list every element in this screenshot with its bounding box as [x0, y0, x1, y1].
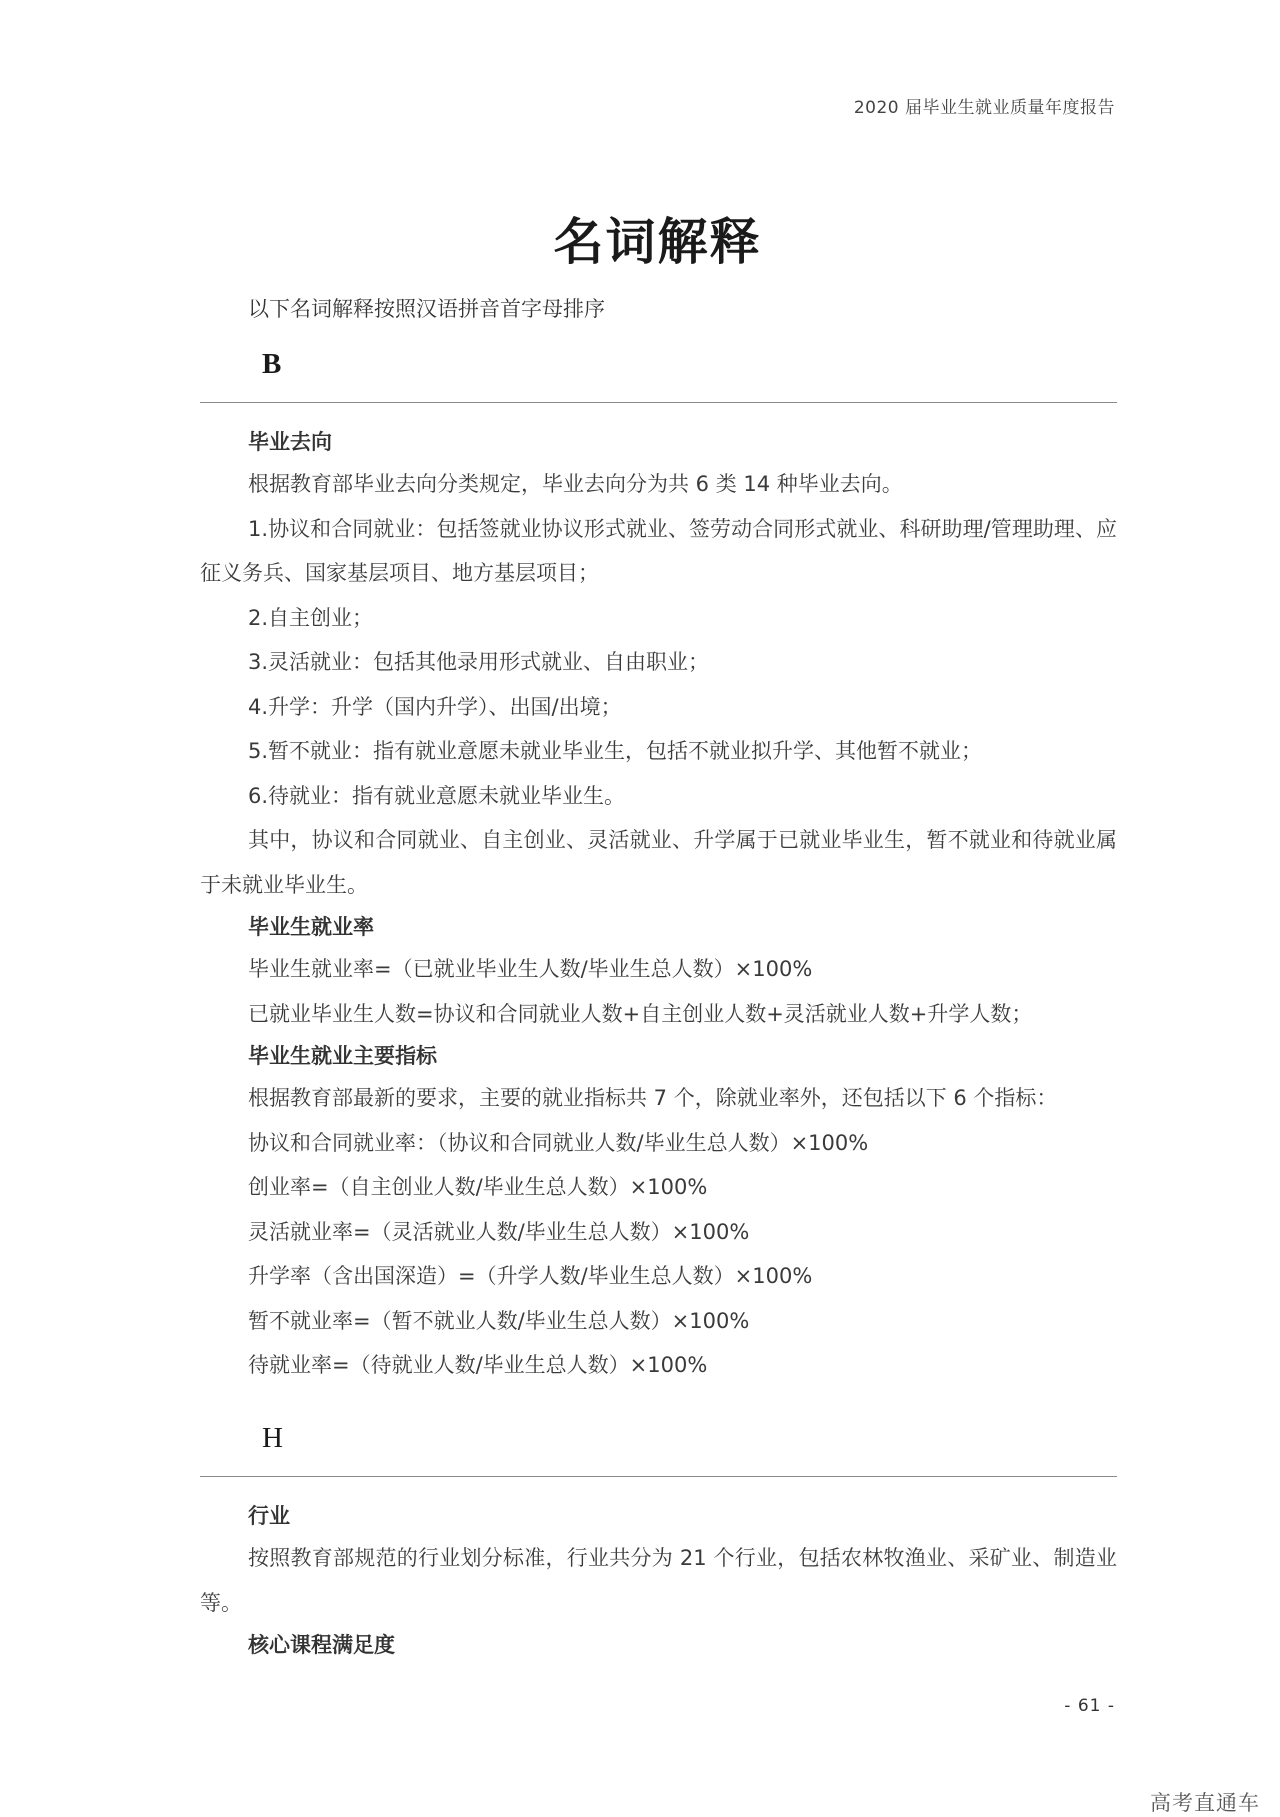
- destination-item-4: 4.升学：升学（国内升学）、出国/出境；: [248, 694, 622, 719]
- section-b-content: [200, 422, 1117, 1388]
- section-b-divider: [200, 402, 1117, 403]
- indicator-formula: 暂不就业率=（暂不就业人数/毕业生总人数）×100%: [248, 1308, 750, 1333]
- graduation-destination-intro: 根据教育部毕业去向分类规定，毕业去向分为共 6 类 14 种毕业去向。: [248, 472, 903, 496]
- destination-item-5: 5.暂不就业：指有就业意愿未就业毕业生，包括不就业拟升学、其他暂不就业；: [248, 739, 983, 763]
- destination-item-3: 3.灵活就业：包括其他录用形式就业、自由职业；: [248, 650, 710, 674]
- section-h-divider: [200, 1476, 1117, 1477]
- indicator-formula: 创业率=（自主创业人数/毕业生总人数）×100%: [248, 1175, 708, 1199]
- destination-item-1: 1.协议和合同就业：包括签就业协议形式就业、签劳动合同形式就业、科研助理/管理助理、应征义务兵、国家基层项目、地方基层项目；: [200, 516, 1117, 585]
- destination-item-6: 6.待就业：指有就业意愿未就业毕业生。: [248, 783, 626, 808]
- industry-definition: 按照教育部规范的行业划分标准，行业共分为 21 个行业，包括农林牧渔业、采矿业、制造业等。: [200, 1546, 1117, 1615]
- term-employment-rate: 毕业生就业率: [248, 915, 374, 939]
- graduation-destination-summary: 其中，协议和合同就业、自主创业、灵活就业、升学属于已就业毕业生，暂不就业和待就业属于未就业毕业生。: [200, 828, 1117, 897]
- indicator-formula: 协议和合同就业率：（协议和合同就业人数/毕业生总人数）×100%: [248, 1130, 869, 1155]
- section-h-content: [200, 1496, 1117, 1665]
- term-core-course-satisfaction: 核心课程满足度: [248, 1633, 395, 1657]
- indicator-formula: 待就业率=（待就业人数/毕业生总人数）×100%: [248, 1353, 708, 1377]
- page-title: 名词解释: [553, 212, 762, 271]
- watermark: 高考直通车: [1150, 1791, 1260, 1815]
- employed-count-formula: 已就业毕业生人数=协议和合同就业人数+自主创业人数+灵活就业人数+升学人数；: [248, 1001, 1033, 1026]
- term-main-indicators: 毕业生就业主要指标: [248, 1044, 437, 1068]
- page-number: - 61 -: [1064, 1696, 1115, 1716]
- section-letter-b: B: [262, 348, 282, 380]
- indicator-formula: 升学率（含出国深造）=（升学人数/毕业生总人数）×100%: [248, 1264, 813, 1288]
- section-letter-h: H: [262, 1422, 283, 1454]
- employment-rate-formula: 毕业生就业率=（已就业毕业生人数/毕业生总人数）×100%: [248, 957, 813, 981]
- destination-item-2: 2.自主创业；: [248, 605, 374, 630]
- term-industry: 行业: [248, 1504, 290, 1528]
- main-indicators-intro: 根据教育部最新的要求，主要的就业指标共 7 个，除就业率外，还包括以下 6 个指标：: [248, 1086, 1058, 1110]
- indicator-formula: 灵活就业率=（灵活就业人数/毕业生总人数）×100%: [248, 1219, 750, 1244]
- page-subtitle: 以下名词解释按照汉语拼音首字母排序: [248, 297, 605, 321]
- term-graduation-destination: 毕业去向: [248, 430, 332, 454]
- report-header-title: 2020 届毕业生就业质量年度报告: [853, 98, 1115, 118]
